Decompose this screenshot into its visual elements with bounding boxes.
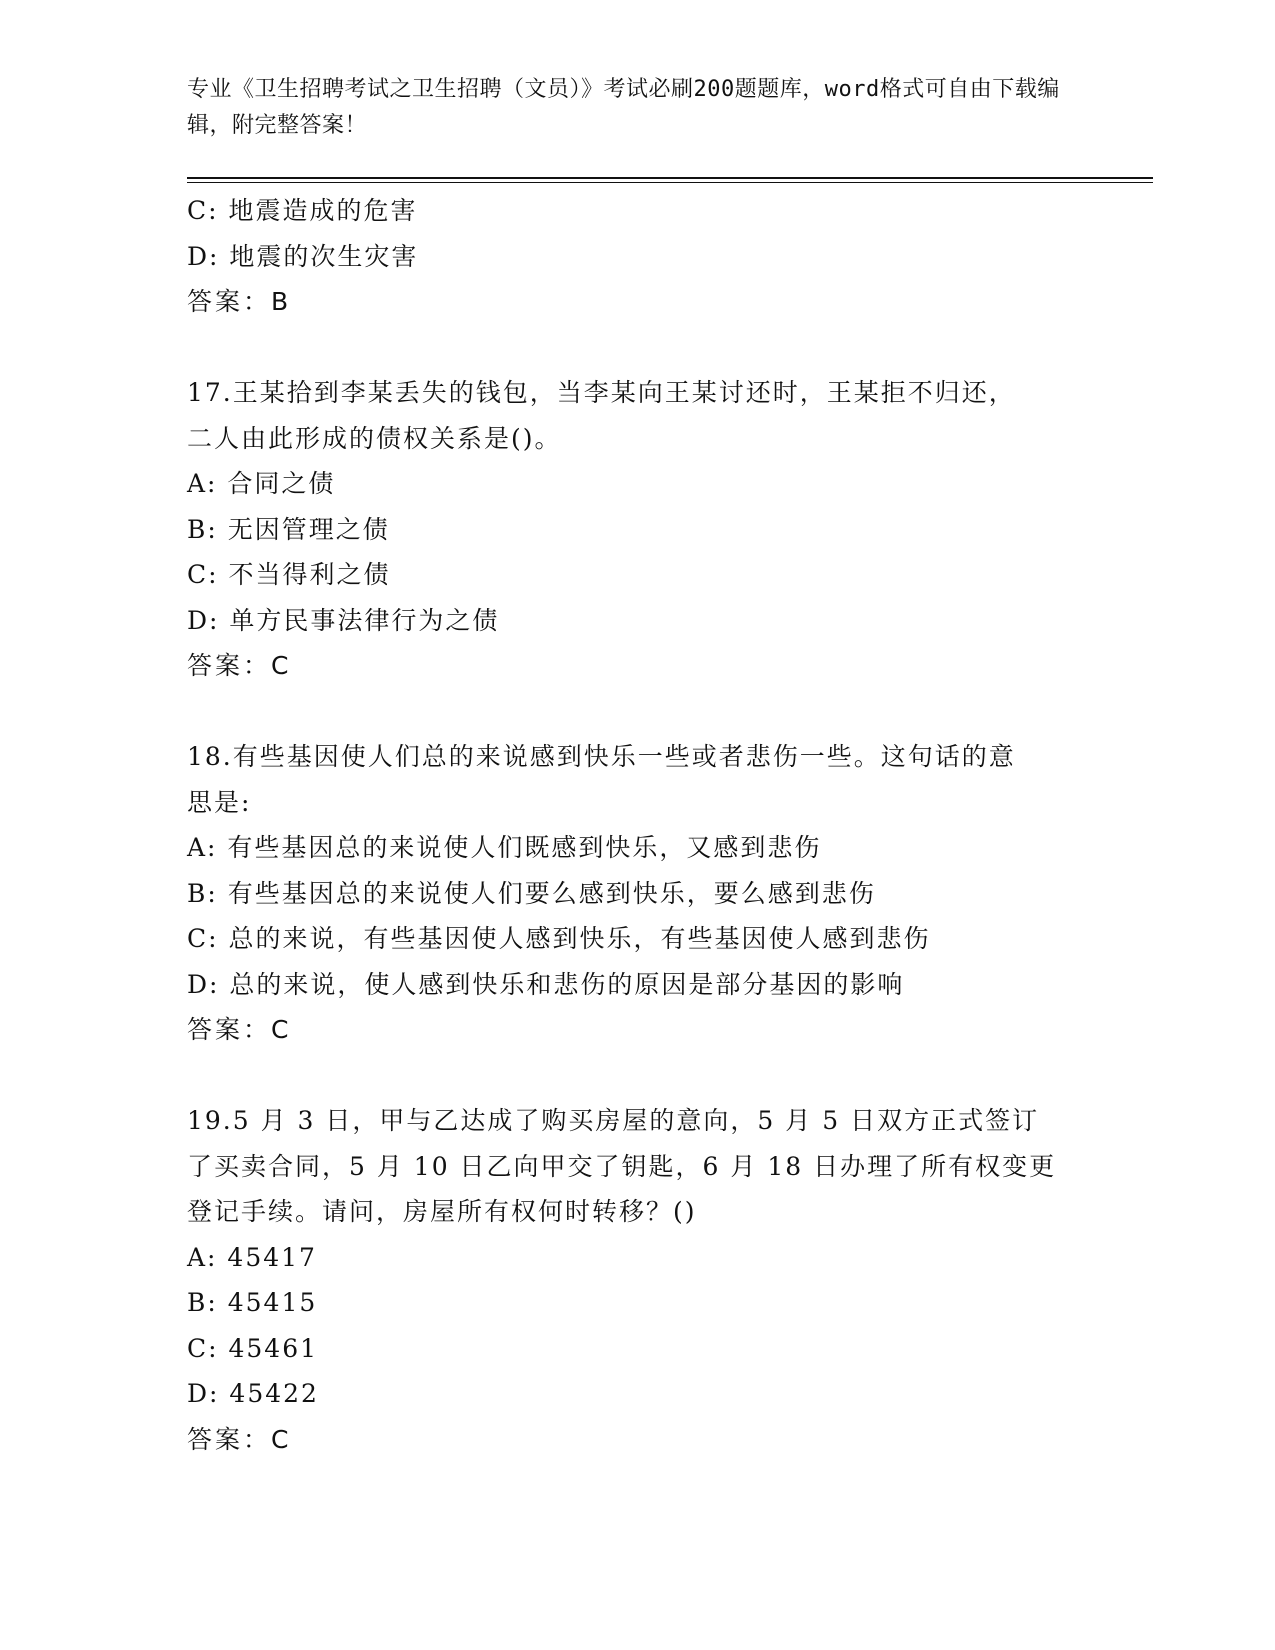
question-list [187,188,1087,1462]
document-header: 专业《卫生招聘考试之卫生招聘（文员）》考试必刷200题题库，word格式可自由下载编辑，附完整答案！ [187,77,1060,138]
answer-label: 答案： [187,1015,272,1044]
question-stem-line: 思是: [187,787,252,817]
header-divider-thick [187,177,1153,179]
answer-line [187,1417,1087,1463]
option-d: D: 地震的次生灾害 [187,241,419,271]
question-16-tail [187,188,1087,325]
answer-value: C [271,651,290,680]
option-c: C: 不当得利之债 [187,560,391,589]
option-d: D: 总的来说，使人感到快乐和悲伤的原因是部分基因的影响 [187,969,905,999]
option-b: B: 无因管理之债 [187,514,390,544]
option-d: D: 45422 [187,1379,319,1408]
option-a: A: 有些基因总的来说使人们既感到快乐，又感到悲伤 [187,833,822,862]
question-19 [187,1098,1087,1462]
question-17 [187,370,1087,689]
question-stem-line: 二人由此形成的债权关系是()。 [187,423,562,453]
answer-label: 答案： [187,287,272,316]
question-stem-line: 18.有些基因使人们总的来说感到快乐一些或者悲伤一些。这句话的意 [187,742,1016,771]
answer-line [187,643,1087,689]
option-c: C: 地震造成的危害 [187,196,418,225]
question-spacer [187,325,1087,371]
option-c: C: 总的来说，有些基因使人感到快乐，有些基因使人感到悲伤 [187,924,931,953]
answer-value: C [271,1424,290,1454]
answer-value: C [271,1015,290,1044]
option-b: B: 45415 [187,1288,318,1317]
question-stem-line: 17.王某拾到李某丢失的钱包，当李某向王某讨还时，王某拒不归还， [187,378,1016,407]
option-b: B: 有些基因总的来说使人们要么感到快乐，要么感到悲伤 [187,878,876,908]
option-c: C: 45461 [187,1333,319,1363]
answer-value: B [271,287,290,316]
answer-line [187,1007,1087,1053]
answer-label: 答案： [187,651,272,680]
question-spacer [187,1053,1087,1099]
option-d: D: 单方民事法律行为之债 [187,605,500,635]
answer-label: 答案： [187,1424,272,1454]
question-stem-line: 登记手续。请问，房屋所有权何时转移？() [187,1197,697,1226]
header-divider-thin [187,182,1153,183]
answer-line [187,279,1087,325]
option-a: A: 45417 [187,1242,317,1272]
question-18 [187,734,1087,1053]
option-a: A: 合同之债 [187,469,336,498]
question-stem-line: 了买卖合同，5 月 10 日乙向甲交了钥匙，6 月 18 日办理了所有权变更 [187,1151,1057,1181]
question-spacer [187,689,1087,735]
question-stem-line: 19.5 月 3 日，甲与乙达成了购买房屋的意向，5 月 5 日双方正式签订 [187,1106,1040,1135]
